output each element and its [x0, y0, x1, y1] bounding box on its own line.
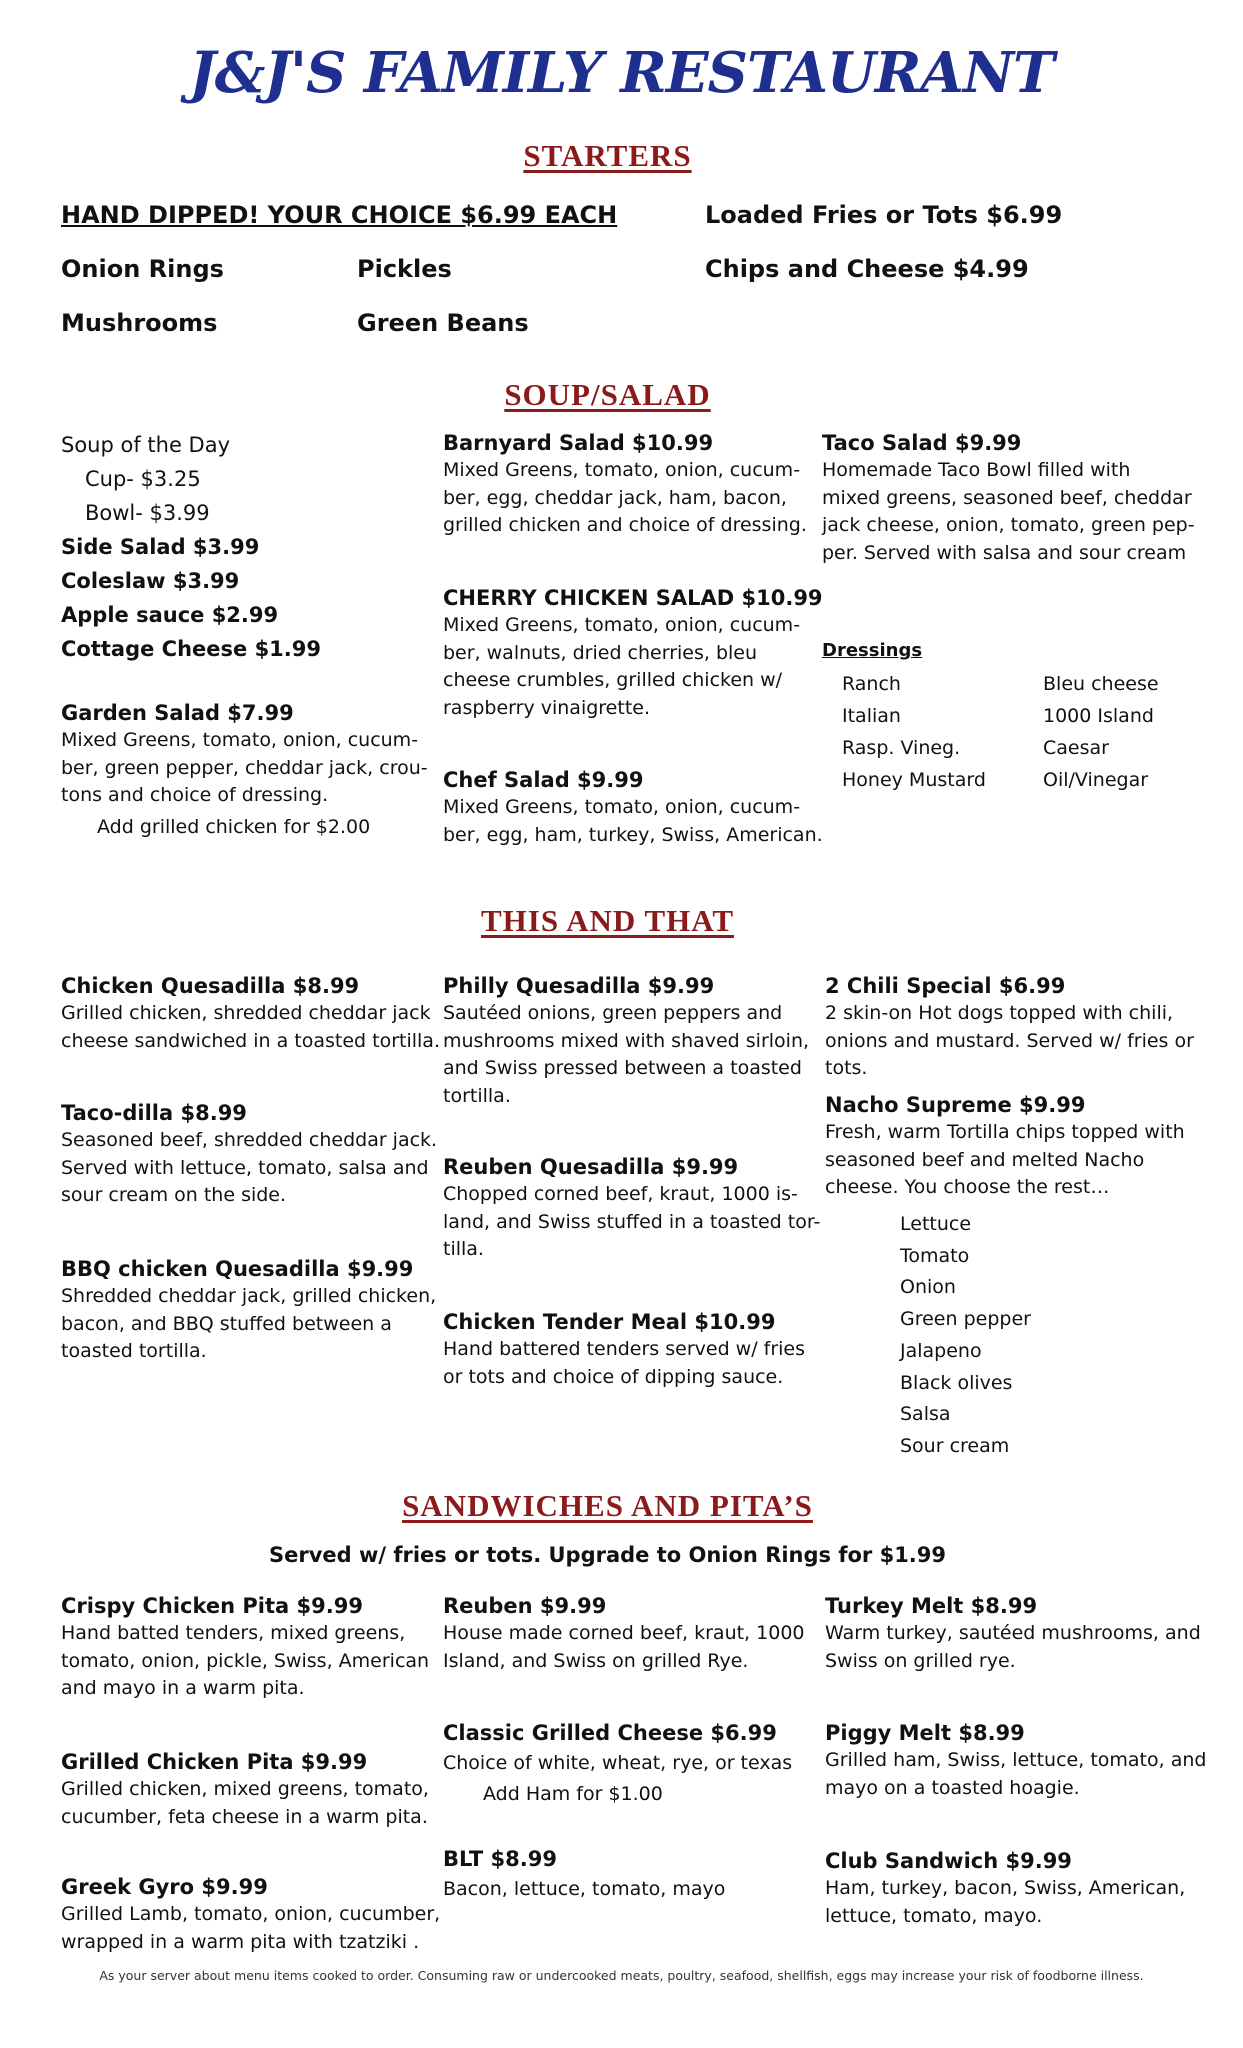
topping-item: Lettuce [900, 1213, 972, 1235]
topping-item: Sour cream [900, 1434, 1010, 1457]
side-item: Apple sauce $2.99 [61, 603, 279, 627]
food-safety-disclaimer: As your server about menu items cooked to order. Consuming raw or undercooked meats, poultry, seafood, shellfish, eggs may increase your risk of foodborne illness. [99, 1968, 1144, 1983]
item-name: Crispy Chicken Pita $9.99 [61, 1594, 363, 1618]
topping-item: Jalapeno [900, 1339, 982, 1362]
dressing-item: Italian [842, 705, 901, 727]
item-desc: cheese crumbles, grilled chicken w/ [443, 669, 783, 691]
dressings-right [1043, 668, 1159, 796]
item-name: Club Sandwich $9.99 [825, 1849, 1072, 1873]
dressing-item: Caesar [1043, 737, 1109, 759]
item-desc: per. Served with salsa and sour cream [822, 541, 1187, 564]
item-desc: ber, egg, cheddar jack, ham, bacon, [443, 486, 787, 509]
starter-chips: Chips and Cheese $4.99 [705, 255, 1029, 283]
starter-item: Onion Rings [61, 255, 224, 283]
dressing-item: Rasp. Vineg. [842, 737, 961, 759]
starter-item: Mushrooms [61, 309, 218, 337]
item-desc: Chopped corned beef, kraut, 1000 is- [443, 1183, 798, 1205]
item-desc: wrapped in a warm pita with tzatziki . [61, 1930, 420, 1953]
taco-dilla [61, 1100, 437, 1210]
nacho-toppings [900, 1209, 1031, 1463]
item-desc: Shredded cheddar jack, grilled chicken, [61, 1285, 437, 1307]
item-desc: Grilled chicken, mixed greens, tomato, [61, 1778, 429, 1800]
item-desc: lettuce, tomato, mayo. [825, 1904, 1043, 1927]
barnyard-salad [443, 430, 807, 540]
club-sandwich [825, 1848, 1185, 1930]
reuben [443, 1593, 805, 1675]
item-name: Philly Quesadilla $9.99 [443, 974, 715, 998]
topping-item: Green pepper [900, 1308, 1031, 1331]
section-heading-sandwiches: SANDWICHES AND PITA’S [402, 1488, 813, 1523]
item-desc: sour cream on the side. [61, 1184, 287, 1206]
item-name: BBQ chicken Quesadilla $9.99 [61, 1257, 414, 1281]
item-desc: cucumber, feta cheese in a warm pita. [61, 1805, 428, 1828]
section-heading-this-and-that: THIS AND THAT [480, 903, 735, 938]
side-item: Cottage Cheese $1.99 [61, 637, 321, 661]
starter-item: Green Beans [357, 309, 529, 337]
item-desc: Island, and Swiss on grilled Rye. [443, 1649, 749, 1672]
item-desc: bacon, and BBQ stuffed between a [61, 1312, 392, 1335]
section-heading-starters: STARTERS [523, 138, 692, 173]
chicken-quesadilla [61, 973, 440, 1055]
item-name: Garden Salad $7.99 [61, 701, 294, 725]
chili-special [825, 973, 1194, 1083]
crispy-chicken-pita [61, 1593, 429, 1703]
topping-item: Black olives [900, 1371, 1013, 1394]
item-name: Grilled Chicken Pita $9.99 [61, 1750, 368, 1774]
dressing-item: Honey Mustard [842, 769, 986, 791]
item-name: Reuben Quesadilla $9.99 [443, 1155, 739, 1179]
item-desc: Choice of white, wheat, rye, or texas [443, 1752, 793, 1774]
topping-item: Salsa [900, 1403, 951, 1426]
item-desc: cheese. You choose the rest… [825, 1176, 1110, 1198]
item-name: Taco Salad $9.99 [822, 431, 1022, 455]
item-desc: Grilled ham, Swiss, lettuce, tomato, and [825, 1749, 1207, 1771]
item-desc: Ham, turkey, bacon, Swiss, American, [825, 1877, 1186, 1899]
item-desc: Warm turkey, sautéed mushrooms, and [825, 1622, 1201, 1644]
dressing-item: Bleu cheese [1043, 673, 1159, 695]
reuben-quesadilla [443, 1154, 820, 1264]
item-addon: Add Ham for $1.00 [483, 1782, 663, 1805]
starter-loaded: Loaded Fries or Tots $6.99 [705, 201, 1063, 229]
item-desc: Mixed Greens, tomato, onion, cucum- [443, 796, 801, 818]
starter-item: Pickles [357, 255, 452, 283]
item-desc: grilled chicken and choice of dressing. [443, 514, 807, 536]
turkey-melt [825, 1593, 1201, 1675]
piggy-melt [825, 1720, 1206, 1802]
item-desc: Hand batted tenders, mixed greens, [61, 1622, 406, 1644]
grilled-chicken-pita [61, 1749, 429, 1831]
nacho-supreme [825, 1092, 1185, 1202]
taco-salad [822, 430, 1195, 567]
item-desc: House made corned beef, kraut, 1000 [443, 1622, 805, 1644]
item-desc: land, and Swiss stuffed in a toasted tor- [443, 1210, 821, 1233]
classic-grilled-cheese [443, 1720, 792, 1808]
soup-cup: Cup- $3.25 [85, 467, 201, 491]
side-item: Side Salad $3.99 [61, 535, 260, 559]
item-name: Chicken Quesadilla $8.99 [61, 974, 360, 998]
item-desc: tilla. [443, 1238, 484, 1260]
item-desc: seasoned beef and melted Nacho [825, 1148, 1145, 1171]
item-name: Taco-dilla $8.99 [61, 1101, 247, 1125]
item-desc: tots. [825, 1057, 868, 1079]
bbq-chicken-quesadilla [61, 1256, 436, 1366]
item-desc: Seasoned beef, shredded cheddar jack. [61, 1129, 438, 1151]
dressings-heading: Dressings [822, 640, 923, 661]
item-desc: Grilled chicken, shredded cheddar jack [61, 1002, 431, 1024]
item-desc: Swiss on grilled rye. [825, 1649, 1016, 1672]
soup-bowl: Bowl- $3.99 [85, 501, 210, 525]
item-desc: ber, walnuts, dried cherries, bleu [443, 641, 758, 664]
dressings-left [842, 668, 986, 796]
item-name: Turkey Melt $8.99 [825, 1594, 1038, 1618]
topping-item: Onion [900, 1276, 956, 1299]
section-heading-soup-salad: SOUP/SALAD [504, 377, 711, 412]
item-name: Barnyard Salad $10.99 [443, 431, 714, 455]
item-desc: Mixed Greens, tomato, onion, cucum- [443, 459, 801, 481]
item-name: BLT $8.99 [443, 1847, 557, 1871]
item-desc: Hand battered tenders served w/ fries [443, 1338, 806, 1360]
item-desc: cheese sandwiched in a toasted tortilla. [61, 1029, 440, 1052]
item-name: CHERRY CHICKEN SALAD $10.99 [443, 586, 823, 610]
soup-column [61, 428, 321, 666]
item-addon: Add grilled chicken for $2.00 [97, 815, 371, 838]
item-desc: and Swiss pressed between a toasted [443, 1057, 802, 1079]
item-desc: tons and choice of dressing. [61, 784, 329, 806]
item-desc: Sautéed onions, green peppers and [443, 1002, 783, 1024]
item-desc: mayo on a toasted hoagie. [825, 1776, 1080, 1799]
item-desc: and mayo in a warm pita. [61, 1677, 305, 1699]
item-desc: jack cheese, onion, tomato, green pep- [822, 514, 1195, 536]
item-desc: or tots and choice of dipping sauce. [443, 1365, 784, 1388]
item-desc: ber, egg, ham, turkey, Swiss, American. [443, 823, 823, 846]
dressing-item: Oil/Vinegar [1043, 769, 1149, 791]
item-name: Chef Salad $9.99 [443, 768, 644, 792]
item-name: Nacho Supreme $9.99 [825, 1093, 1086, 1117]
topping-item: Tomato [900, 1244, 970, 1267]
chef-salad [443, 767, 823, 849]
blt [443, 1846, 725, 1904]
item-desc: tortilla. [443, 1084, 511, 1107]
item-desc: Fresh, warm Tortilla chips topped with [825, 1121, 1185, 1143]
dressing-item: 1000 Island [1043, 705, 1154, 727]
side-item: Coleslaw $3.99 [61, 569, 240, 593]
greek-gyro [61, 1874, 440, 1956]
item-name: Reuben $9.99 [443, 1594, 607, 1618]
garden-salad [61, 700, 428, 841]
item-desc: Bacon, lettuce, tomato, mayo [443, 1878, 726, 1900]
restaurant-title: J&J'S FAMILY RESTAURANT [189, 40, 1054, 106]
dressing-item: Ranch [842, 673, 901, 695]
item-desc: ber, green pepper, cheddar jack, crou- [61, 756, 428, 779]
chicken-tender-meal [443, 1309, 805, 1391]
item-desc: Mixed Greens, tomato, onion, cucum- [443, 614, 801, 636]
item-desc: 2 skin-on Hot dogs topped with chili, [825, 1002, 1174, 1024]
item-name: Classic Grilled Cheese $6.99 [443, 1721, 777, 1745]
philly-quesadilla [443, 973, 809, 1110]
item-desc: Mixed Greens, tomato, onion, cucum- [61, 729, 419, 751]
item-name: Chicken Tender Meal $10.99 [443, 1310, 776, 1334]
item-desc: mushrooms mixed with shaved sirloin, [443, 1029, 810, 1052]
item-desc: mixed greens, seasoned beef, cheddar [822, 486, 1192, 509]
item-name: Greek Gyro $9.99 [61, 1875, 268, 1899]
sandwiches-note: Served w/ fries or tots. Upgrade to Onion Rings for $1.99 [268, 1543, 947, 1567]
item-desc: Served with lettuce, tomato, salsa and [61, 1156, 429, 1179]
item-name: Piggy Melt $8.99 [825, 1721, 1025, 1745]
soup-of-day: Soup of the Day [61, 433, 231, 457]
cherry-chicken-salad [443, 585, 823, 722]
item-desc: onions and mustard. Served w/ fries or [825, 1029, 1194, 1052]
item-name: 2 Chili Special $6.99 [825, 974, 1066, 998]
item-desc: raspberry vinaigrette. [443, 696, 650, 719]
starters-hand-dipped: HAND DIPPED! YOUR CHOICE $6.99 EACH [61, 201, 618, 229]
item-desc: tomato, onion, pickle, Swiss, American [61, 1649, 430, 1672]
item-desc: toasted tortilla. [61, 1340, 207, 1362]
item-desc: Grilled Lamb, tomato, onion, cucumber, [61, 1903, 441, 1925]
item-desc: Homemade Taco Bowl filled with [822, 459, 1131, 481]
